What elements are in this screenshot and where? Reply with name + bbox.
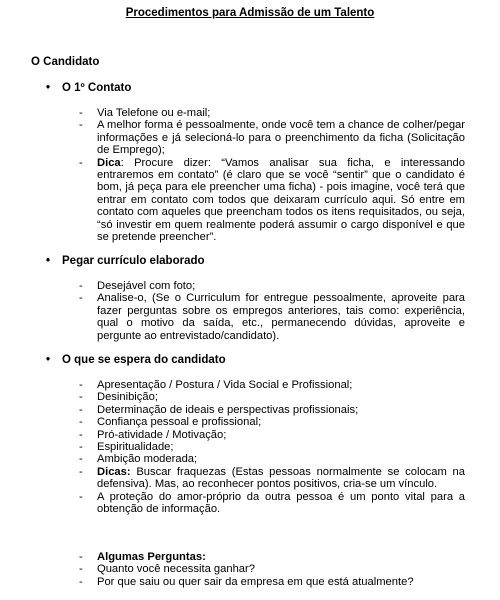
section-heading: O Candidato (31, 56, 100, 68)
list-item (79, 119, 465, 156)
list-primeiro-contato (79, 107, 465, 243)
list-espera (79, 379, 465, 515)
group-heading-text: O 1º Contato (62, 82, 132, 94)
group-heading-primeiro-contato (46, 82, 131, 94)
list-item (79, 379, 465, 391)
group-heading-curriculo (46, 255, 205, 267)
dash-icon: - (79, 416, 83, 429)
dash-icon: - (79, 119, 83, 132)
dash-icon: - (79, 428, 83, 441)
dash-icon: - (79, 575, 83, 588)
document-title: Procedimentos para Admissão de um Talento (125, 7, 375, 19)
list-item (79, 391, 465, 403)
dash-icon: - (79, 465, 83, 478)
dash-icon: - (79, 441, 83, 454)
questions-heading: Algumas Perguntas: (97, 551, 206, 563)
list-item-label: Dicas: (97, 465, 131, 478)
list-item-text: Espiritualidade; (97, 441, 174, 454)
list-item-text: Pró-atividade / Motivação; (97, 428, 227, 441)
list-item (79, 280, 465, 292)
dash-icon: - (79, 490, 83, 503)
dash-icon: - (79, 391, 83, 404)
list-item-text: Analise-o, (Se o Curriculum for entregue pessoalmente, aproveite para fazer perguntas sobre os empregos anteriores, tais como: experiência, qual o motivo da saída, etc., permanecendo dúvidas, aproveite e pergunte ao entrevistado/candidato). (97, 292, 465, 342)
bullet-icon: • (46, 255, 51, 267)
list-item (79, 416, 465, 428)
list-item-text: Determinação de ideais e perspectivas profissionais; (97, 403, 359, 416)
list-item-text: A melhor forma é pessoalmente, onde você tem a chance de colher/pegar informações e já selecioná-lo para o preenchimento da ficha (Solicitação de Emprego); (97, 119, 465, 157)
list-item-text: Apresentação / Postura / Vida Social e Profissional; (97, 379, 353, 391)
group-heading-text: O que se espera do candidato (62, 354, 226, 366)
bullet-icon: • (46, 354, 51, 366)
dash-icon: - (79, 280, 83, 292)
list-item-text: Desinibição; (97, 391, 158, 404)
list-item-text: Ambição moderada; (97, 453, 198, 466)
list-item (79, 404, 465, 416)
list-item-text: Desejável com foto; (97, 280, 196, 292)
list-item-text: Via Telefone ou e-mail; (97, 107, 211, 119)
list-item (79, 157, 465, 244)
dash-icon: - (79, 403, 83, 416)
list-item (79, 563, 465, 575)
list-item-text: : Procure dizer: “Vamos analisar sua ficha, e interessando entraremos em contato” (é claro que se você “sentir” que o candidato é bom, já peça para ele preencher uma ficha) - pois imagine, você terá que entrar em contato com todos que deixaram currículo aqui. Só entre em contato com aqueles que preencham todos os itens requisitados, ou seja, “só investir em quem realmente poderá assumir o cargo disponível e que se pretende preencher”. (97, 156, 465, 244)
list-item (79, 576, 465, 588)
group-heading-text: Pegar currículo elaborado (62, 255, 205, 267)
bullet-icon: • (46, 82, 51, 94)
dash-icon: - (79, 292, 83, 305)
list-item-text: Por que saiu ou quer sair da empresa em que está atualmente? (97, 575, 414, 588)
list-item (79, 453, 465, 465)
list-item (79, 466, 465, 491)
list-item-text: Quanto você necessita ganhar? (97, 563, 255, 576)
dash-icon: - (79, 563, 83, 576)
dash-icon: - (79, 156, 83, 169)
list-item-text: A proteção do amor-próprio da outra pessoa é um ponto vital para a obtenção de informação. (97, 490, 465, 516)
list-item (79, 429, 465, 441)
list-item (79, 441, 465, 453)
list-item (79, 292, 465, 342)
list-item (79, 491, 465, 516)
list-item-text: Confiança pessoal e profissional; (97, 416, 262, 429)
group-heading-espera (46, 354, 226, 366)
dash-icon: - (79, 551, 83, 563)
dash-icon: - (79, 379, 83, 391)
dash-icon: - (79, 453, 83, 466)
list-item-label: Dica (97, 156, 121, 169)
list-item (79, 551, 465, 563)
list-curriculo (79, 280, 465, 342)
list-item (79, 107, 465, 119)
list-item-text: Buscar fraquezas (Estas pessoas normalmente se colocam na defensiva). Mas, ao reconhecer pontos positivos, cria-se um vínculo. (97, 465, 465, 491)
dash-icon: - (79, 107, 83, 119)
list-perguntas (79, 551, 465, 588)
